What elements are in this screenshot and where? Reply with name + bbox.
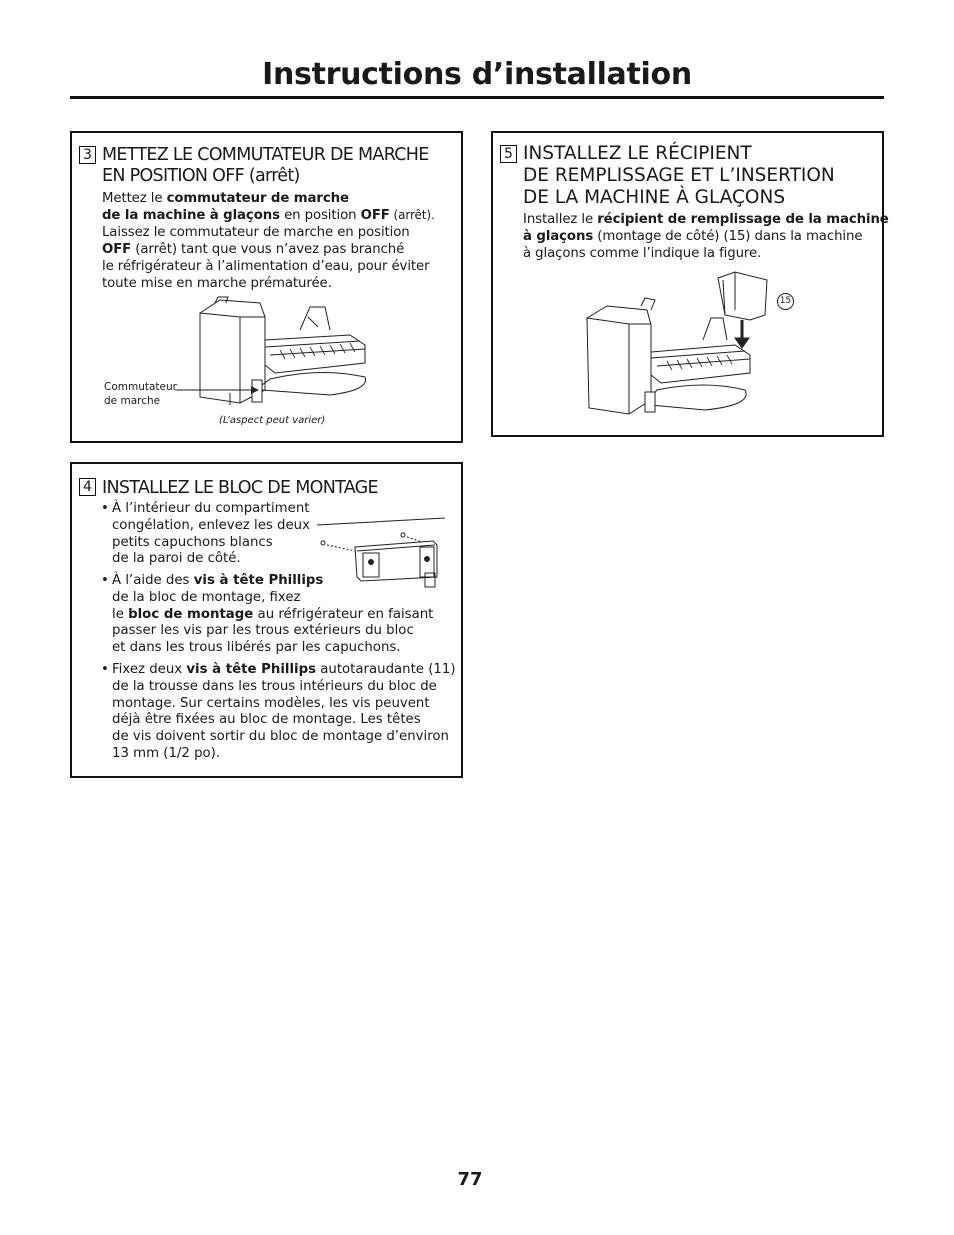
- callout-15-circle: [777, 293, 794, 310]
- bullet-dot: •: [101, 573, 109, 588]
- text: (arrêt).: [389, 208, 435, 222]
- text: À l’aide des: [112, 573, 194, 588]
- step3-caption: (L’aspect peut varier): [219, 415, 326, 426]
- bullet-line: montage. Sur certains modèles, les vis peuvent: [112, 695, 430, 711]
- step3-heading-line2: EN POSITION OFF (arrêt): [102, 166, 300, 186]
- bullet-line: de la bloc de montage, fixez: [112, 589, 301, 605]
- bold-text: commutateur de marche: [166, 191, 349, 206]
- step3-text-line2: [102, 207, 435, 224]
- text: Installez le: [523, 212, 598, 227]
- step5-heading-line1: INSTALLEZ LE RÉCIPIENT: [523, 143, 752, 164]
- text: le: [112, 606, 129, 622]
- text: autotaraudante (11): [316, 662, 456, 677]
- step4-heading: INSTALLEZ LE BLOC DE MONTAGE: [102, 478, 378, 498]
- step5-heading-line2: DE REMPLISSAGE ET L’INSERTION: [523, 165, 835, 186]
- step5-heading-line3: DE LA MACHINE À GLAÇONS: [523, 187, 786, 208]
- step3-text-line5: le réfrigérateur à l’alimentation d’eau, pour éviter: [102, 259, 430, 274]
- bold-text: récipient de remplissage de la machine: [597, 212, 889, 227]
- step3-text-line1: [102, 190, 349, 207]
- bullet-line: passer les vis par les trous extérieurs du bloc: [112, 623, 414, 639]
- step3-callout-line1: Commutateur: [104, 381, 177, 393]
- step4-bullet3: [101, 662, 456, 763]
- text: au réfrigérateur en faisant: [253, 606, 434, 622]
- page-title: Instructions d’installation: [262, 57, 692, 92]
- bullet-line: [112, 662, 456, 679]
- bold-text: vis à tête Phillips: [193, 573, 324, 588]
- step5-text-line3: à glaçons comme l’indique la figure.: [523, 246, 762, 261]
- step3-callout-line2: de marche: [104, 395, 161, 407]
- fill-cup-icemaker-illustration: [585, 270, 770, 420]
- text: Fixez deux: [112, 662, 187, 677]
- bullet-line: À l’intérieur du compartiment: [112, 501, 310, 516]
- step5-text-line1: [523, 211, 889, 228]
- text: (arrêt) tant que vous n’avez pas branché: [131, 242, 405, 257]
- bullet-line: petits capuchons blancs: [112, 534, 273, 550]
- bold-text: à glaçons: [523, 229, 594, 244]
- text: Mettez le: [102, 191, 167, 206]
- bold-text: bloc de montage: [128, 606, 254, 622]
- step5-number: 5: [500, 145, 517, 163]
- bold-text: de la machine à glaçons: [102, 208, 280, 223]
- text: (montage de côté) (15) dans la machine: [593, 229, 863, 244]
- step3-text-line6: toute mise en marche prématurée.: [102, 276, 332, 291]
- step4-bullet1: [101, 501, 310, 568]
- bullet-dot: •: [101, 662, 109, 677]
- mounting-bracket-illustration: [315, 515, 447, 590]
- step3-text-line4: [102, 241, 404, 258]
- title-rule: [70, 96, 884, 99]
- bullet-line: congélation, enlevez les deux: [112, 517, 310, 533]
- step3-number: 3: [79, 146, 96, 164]
- arrow-icon: [175, 385, 265, 395]
- bullet-line: 13 mm (1/2 po).: [112, 745, 221, 761]
- bullet-dot: •: [101, 501, 109, 516]
- step3-heading-line1: METTEZ LE COMMUTATEUR DE MARCHE: [102, 145, 429, 165]
- bullet-line: de la paroi de côté.: [112, 551, 241, 567]
- bold-text: OFF: [102, 242, 132, 257]
- step5-text-line2: [523, 228, 862, 245]
- callout-number: 15: [779, 296, 792, 306]
- text: en position: [279, 208, 361, 223]
- bold-text: vis à tête Phillips: [186, 662, 317, 677]
- step3-text-line3: Laissez le commutateur de marche en position: [102, 225, 410, 240]
- bold-text: OFF: [360, 208, 390, 223]
- bullet-line: de la trousse dans les trous intérieurs du bloc de: [112, 678, 437, 694]
- bullet-line: et dans les trous libérés par les capuchons.: [112, 640, 401, 656]
- bullet-line: [112, 607, 433, 624]
- bullet-line: déjà être fixées au bloc de montage. Les têtes: [112, 712, 421, 728]
- page-number: 77: [457, 1169, 483, 1190]
- step4-number: 4: [79, 478, 96, 496]
- bullet-line: de vis doivent sortir du bloc de montage d’environ: [112, 729, 449, 745]
